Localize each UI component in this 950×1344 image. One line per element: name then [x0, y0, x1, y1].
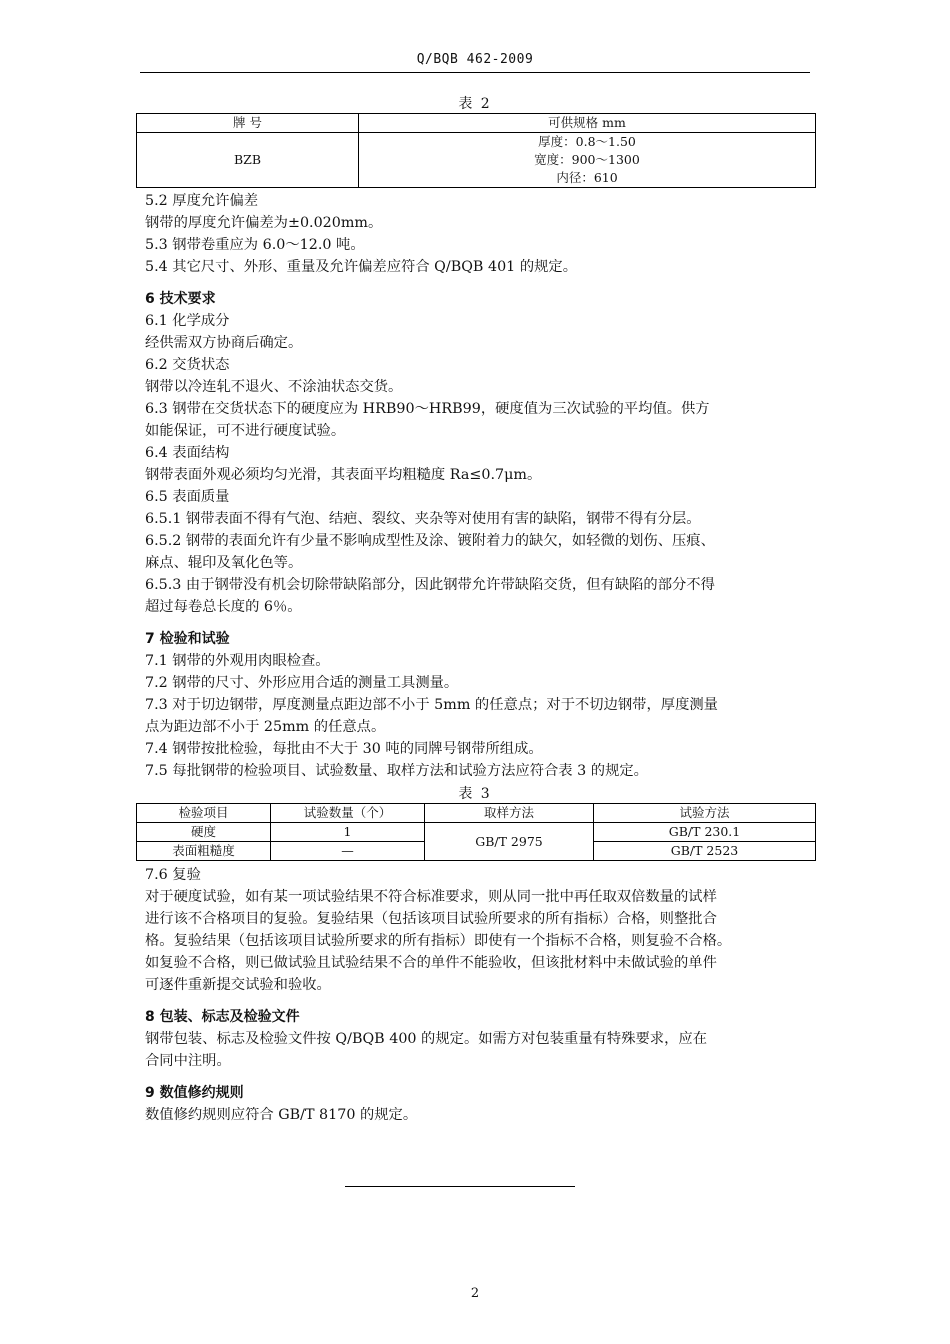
table2-caption: 表 2	[458, 96, 492, 112]
doc-code-header: Q/BQB 462-2009	[416, 52, 534, 67]
table-row	[137, 823, 816, 842]
table3-head-method: 试验方法	[594, 804, 816, 823]
table2	[136, 113, 816, 188]
sec6-line: 6.5.2 钢带的表面允许有少量不影响成型性及涂、镀附着力的缺欠，如轻微的划伤、压痕、	[145, 533, 715, 549]
end-rule	[345, 1186, 575, 1187]
section-5-block	[145, 190, 810, 782]
table3-head-item: 检验项目	[137, 804, 271, 823]
cell-item: 硬度	[137, 823, 271, 842]
sec76-line: 7.6 复验	[145, 867, 201, 883]
cell-qty: 1	[271, 823, 425, 842]
table2-head-spec: 可供规格 mm	[359, 114, 816, 133]
table2-spec	[359, 133, 816, 188]
sec5-line: 5.4 其它尺寸、外形、重量及允许偏差应符合 Q/BQB 401 的规定。	[145, 259, 578, 275]
sec5-line: 钢带的厚度允许偏差为±0.020mm。	[145, 215, 383, 231]
sec6-line: 6.4 表面结构	[145, 445, 230, 461]
cell-method: GB/T 230.1	[594, 823, 816, 842]
sec6-line: 6.5 表面质量	[145, 489, 230, 505]
sec6-line: 6.1 化学成分	[145, 313, 230, 329]
sec7-line: 7.1 钢带的外观用肉眼检查。	[145, 653, 330, 669]
sec6-line: 6.5.1 钢带表面不得有气泡、结疤、裂纹、夹杂等对使用有害的缺陷，钢带不得有分层。	[145, 511, 701, 527]
sec5-line: 5.2 厚度允许偏差	[145, 193, 259, 209]
cell-qty: —	[271, 842, 425, 861]
sec7-title: 7 检验和试验	[145, 631, 230, 647]
table2-grade: BZB	[137, 133, 359, 188]
sec76-line: 如复验不合格，则已做试验且试验结果不合的单件不能验收，但该批材料中未做试验的单件	[145, 955, 717, 971]
sec6-line: 如能保证，可不进行硬度试验。	[145, 423, 346, 439]
sec6-line: 6.2 交货状态	[145, 357, 230, 373]
cell-sampling: GB/T 2975	[425, 823, 594, 861]
sec6-line: 6.3 钢带在交货状态下的硬度应为 HRB90～HRB99，硬度值为三次试验的平均值。供方	[145, 401, 710, 417]
table3-head-qty: 试验数量（个）	[271, 804, 425, 823]
sec8-line: 钢带包装、标志及检验文件按 Q/BQB 400 的规定。如需方对包装重量有特殊要求，应在	[145, 1031, 707, 1047]
sec6-title: 6 技术要求	[145, 291, 216, 307]
table2-head-grade: 牌 号	[137, 114, 359, 133]
sec7-line: 7.3 对于切边钢带，厚度测量点距边部不小于 5mm 的任意点；对于不切边钢带，厚度测量	[145, 697, 718, 713]
sec7-line: 7.4 钢带按批检验，每批由不大于 30 吨的同牌号钢带所组成。	[145, 741, 543, 757]
sec7-line: 点为距边部不小于 25mm 的任意点。	[145, 719, 386, 735]
sec76-line: 进行该不合格项目的复验。复验结果（包括该项目试验所要求的所有指标）合格，则整批合	[145, 911, 717, 927]
sec76-line: 格。复验结果（包括该项目试验所要求的所有指标）即使有一个指标不合格，则复验不合格。	[145, 933, 732, 949]
sec6-line: 6.5.3 由于钢带没有机会切除带缺陷部分，因此钢带允许带缺陷交货，但有缺陷的部分不得	[145, 577, 715, 593]
sec9-title: 9 数值修约规则	[145, 1085, 244, 1101]
table3-head-sampling: 取样方法	[425, 804, 594, 823]
sec6-line: 钢带以冷连轧不退火、不涂油状态交货。	[145, 379, 403, 395]
table3	[136, 803, 816, 861]
sec6-line: 超过每卷总长度的 6％。	[145, 599, 302, 615]
sec8-line: 合同中注明。	[145, 1053, 231, 1069]
page-number: 2	[470, 1286, 480, 1301]
header-rule	[140, 72, 810, 73]
sec76-line: 可逐件重新提交试验和验收。	[145, 977, 331, 993]
spec-width: 宽度：900～1300	[534, 152, 640, 167]
sec6-line: 钢带表面外观必须均匀光滑，其表面平均粗糙度 Ra≤0.7μm。	[145, 467, 542, 483]
table3-caption: 表 3	[458, 786, 492, 802]
sec8-title: 8 包装、标志及检验文件	[145, 1009, 300, 1025]
sec6-line: 麻点、辊印及氧化色等。	[145, 555, 303, 571]
sec76-line: 对于硬度试验，如有某一项试验结果不符合标准要求，则从同一批中再任取双倍数量的试样	[145, 889, 717, 905]
sec9-line: 数值修约规则应符合 GB/T 8170 的规定。	[145, 1107, 418, 1123]
sec7-line: 7.2 钢带的尺寸、外形应用合适的测量工具测量。	[145, 675, 459, 691]
cell-item: 表面粗糙度	[137, 842, 271, 861]
sec6-line: 经供需双方协商后确定。	[145, 335, 303, 351]
spec-inner-diameter: 内径：610	[556, 170, 618, 185]
spec-thickness: 厚度：0.8～1.50	[538, 134, 636, 149]
section-76-block	[145, 864, 810, 1126]
sec5-line: 5.3 钢带卷重应为 6.0～12.0 吨。	[145, 237, 365, 253]
sec7-line: 7.5 每批钢带的检验项目、试验数量、取样方法和试验方法应符合表 3 的规定。	[145, 763, 648, 779]
cell-method: GB/T 2523	[594, 842, 816, 861]
